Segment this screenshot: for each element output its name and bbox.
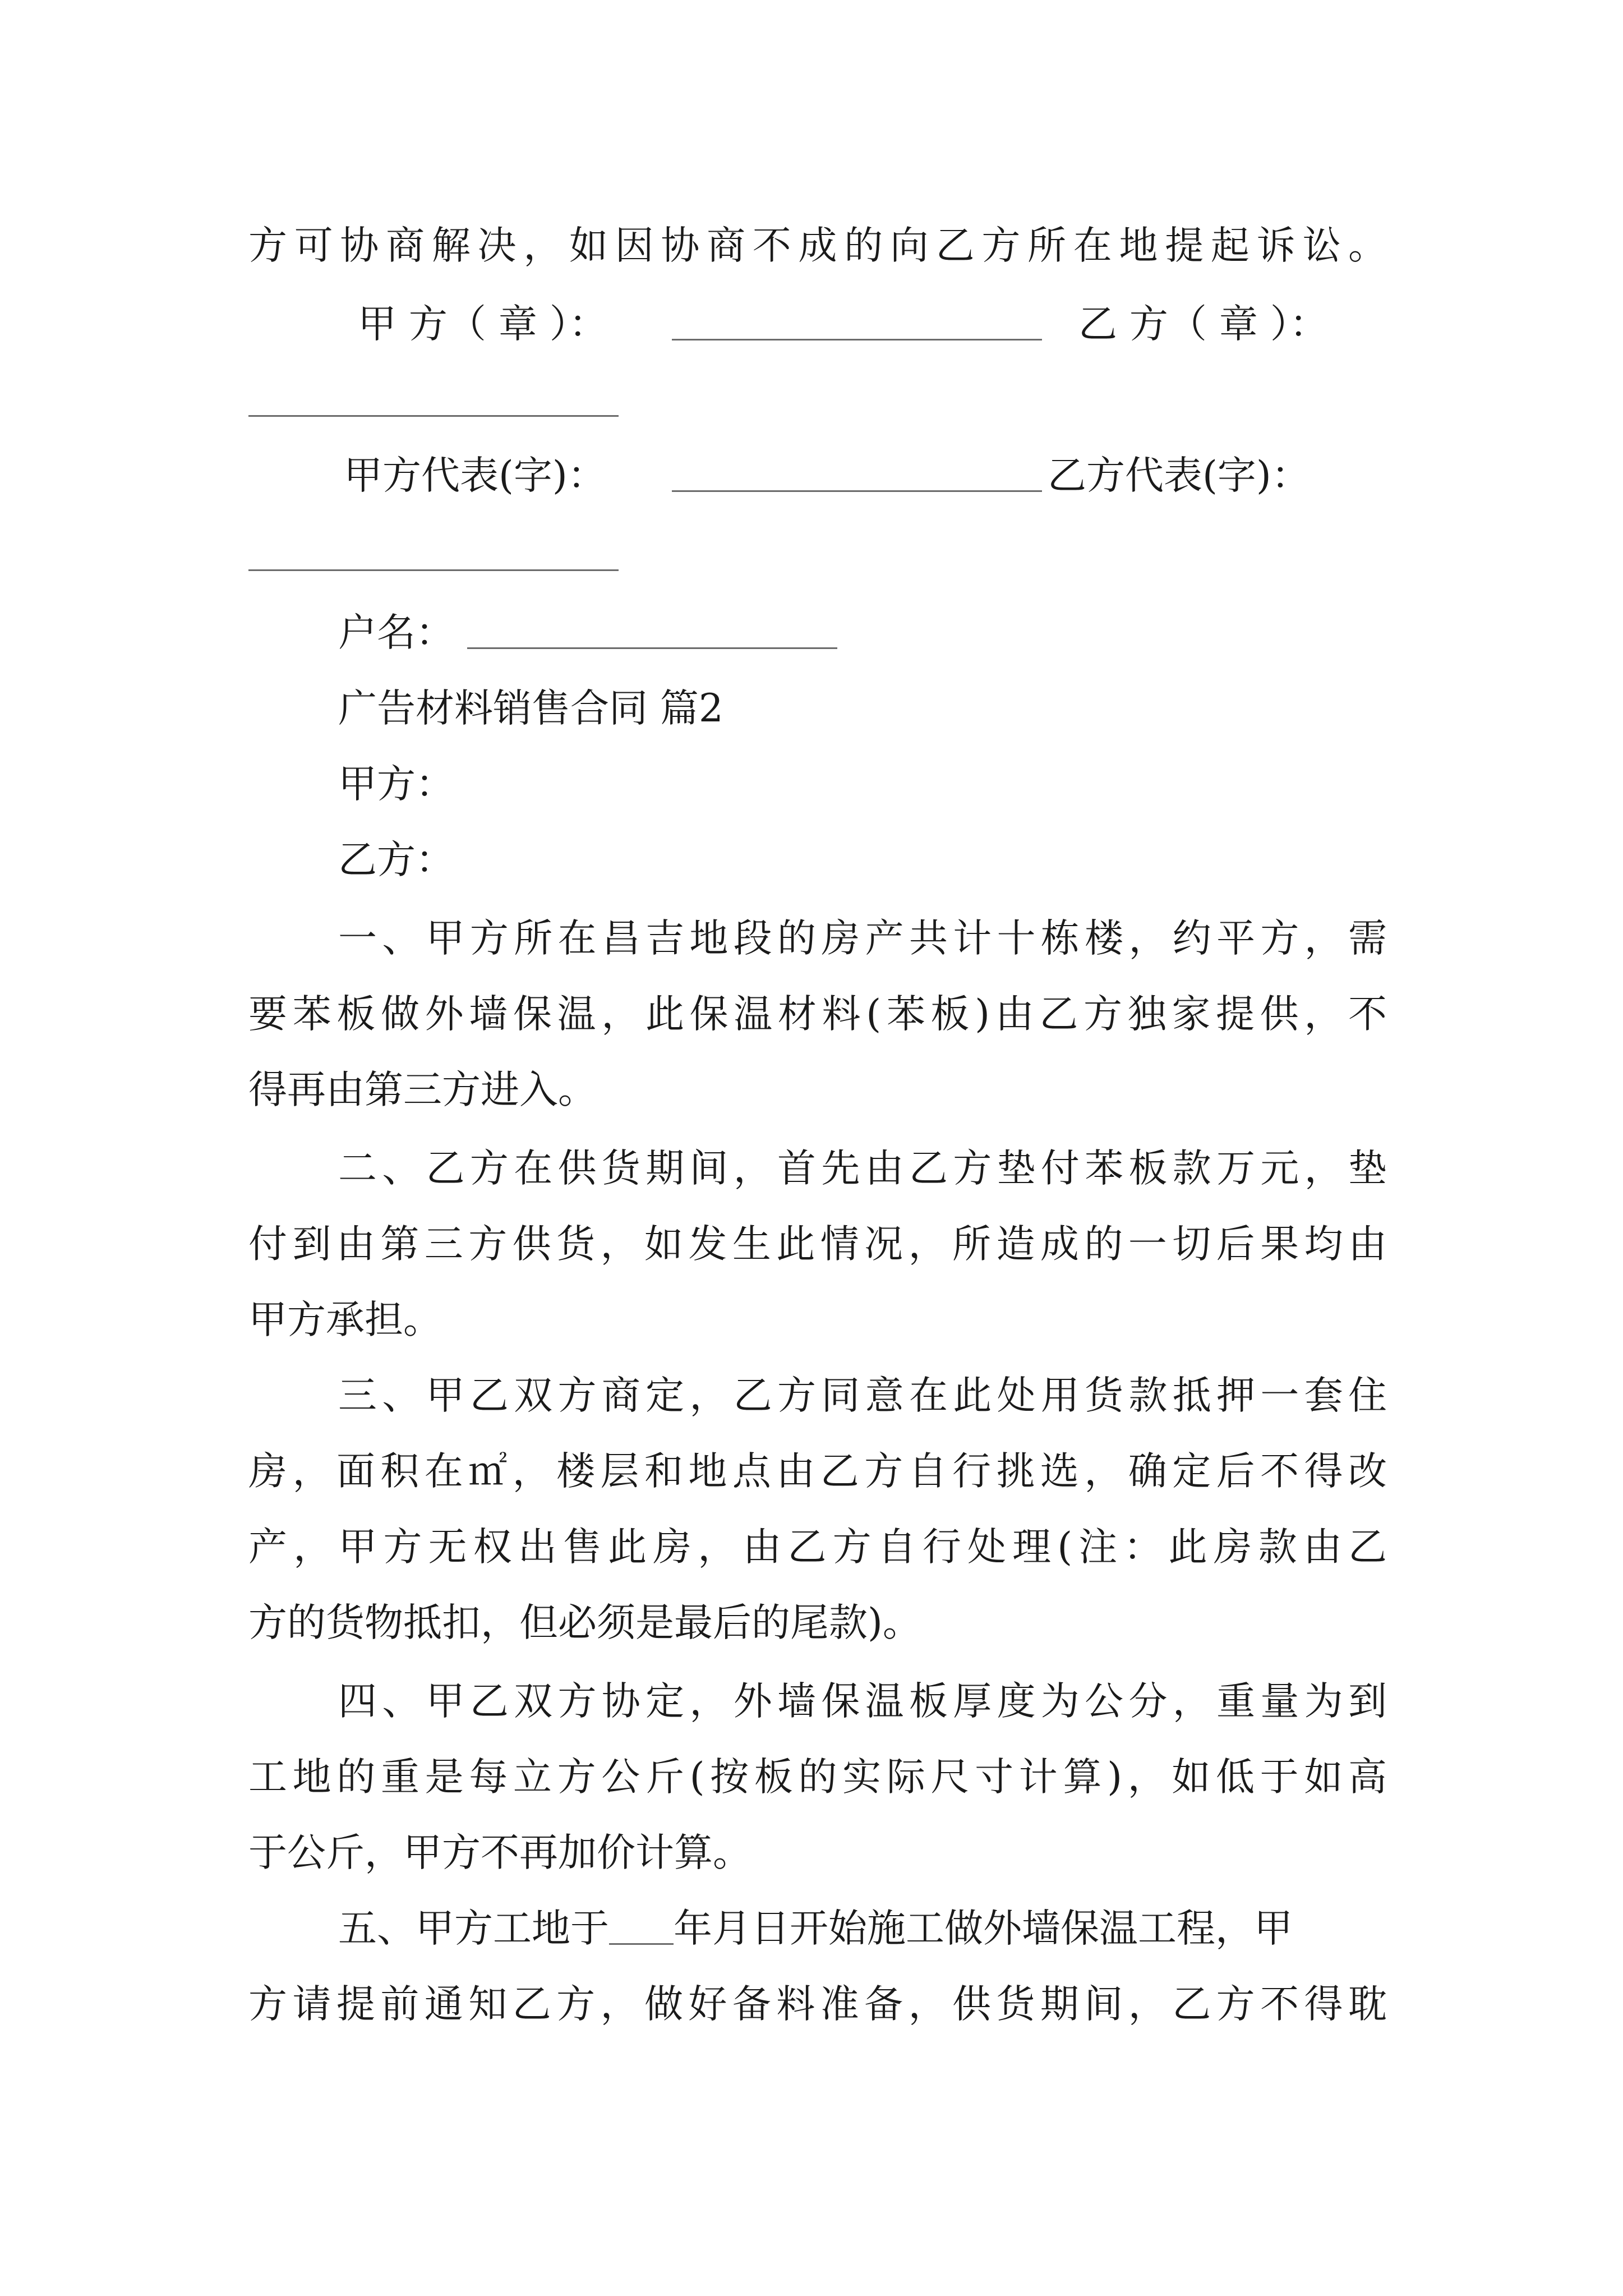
party-a-seal-blank xyxy=(672,297,1042,351)
clause-2-line-1: 二、乙方在供货期间，首先由乙方垫付苯板款万元，垫 xyxy=(338,1146,1387,1191)
clause-4-line-2: 工地的重是每立方公斤(按板的实际尺寸计算)，如低于如高 xyxy=(248,1755,1387,1800)
clause-4-line-1: 四、甲乙双方协定，外墙保温板厚度为公分，重量为到 xyxy=(338,1679,1387,1724)
clause-5-year-blank xyxy=(609,1904,674,1945)
clause-1-line-1: 一、甲方所在昌吉地段的房产共计十栋楼，约平方，需 xyxy=(338,916,1387,961)
clause-1-line-3: 得再由第三方进入。 xyxy=(248,1068,597,1112)
clause-5-line-1 xyxy=(338,1902,1387,1955)
party-a-seal-label: 甲 方（ 章 ）： xyxy=(358,302,608,347)
party-b-rep-blank xyxy=(248,569,619,571)
clause-2-line-2: 付到由第三方供货，如发生此情况，所造成的一切后果均由 xyxy=(248,1222,1387,1267)
seal-row xyxy=(248,297,1387,351)
clause-4-line-3: 于公斤，甲方不再加价计算。 xyxy=(248,1830,751,1875)
clause-5-prefix: 五、甲方工地于 xyxy=(338,1906,609,1951)
account-name-row xyxy=(248,606,1387,660)
party-b-seal-label: 乙 方（ 章 ）： xyxy=(1078,302,1329,347)
party-a-rep-blank xyxy=(672,449,1042,503)
party-b-line: 乙方： xyxy=(338,838,454,882)
account-name-blank xyxy=(467,606,837,660)
party-a-line: 甲方： xyxy=(338,762,454,807)
continuation-line: 方可协商解决，如因协商不成的向乙方所在地提起诉讼。 xyxy=(248,223,1387,268)
representative-row xyxy=(248,449,1387,503)
clause-3-line-2: 房，面积在㎡，楼层和地点由乙方自行挑选，确定后不得改 xyxy=(248,1449,1387,1494)
clause-3-line-4: 方的货物抵扣，但必须是最后的尾款)。 xyxy=(248,1600,921,1645)
party-b-rep-label: 乙方代表(字)： xyxy=(1048,453,1310,498)
section-title: 广告材料销售合同 篇2 xyxy=(338,686,723,731)
clause-5-suffix: 年月日开始施工做外墙保温工程，甲 xyxy=(674,1906,1293,1951)
clause-2-line-3: 甲方承担。 xyxy=(248,1297,442,1342)
clause-1-line-2: 要苯板做外墙保温，此保温材料(苯板)由乙方独家提供，不 xyxy=(248,992,1387,1037)
clause-3-line-1: 三、甲乙双方商定，乙方同意在此处用货款抵押一套住 xyxy=(338,1373,1387,1418)
party-a-rep-label: 甲方代表(字)： xyxy=(344,453,606,498)
clause-5-line-2: 方请提前通知乙方，做好备料准备，供货期间，乙方不得耽 xyxy=(248,1982,1387,2027)
account-name-label: 户名： xyxy=(338,610,454,655)
clause-3-line-3: 产，甲方无权出售此房，由乙方自行处理(注：此房款由乙 xyxy=(248,1525,1387,1570)
party-b-seal-blank xyxy=(248,415,619,417)
